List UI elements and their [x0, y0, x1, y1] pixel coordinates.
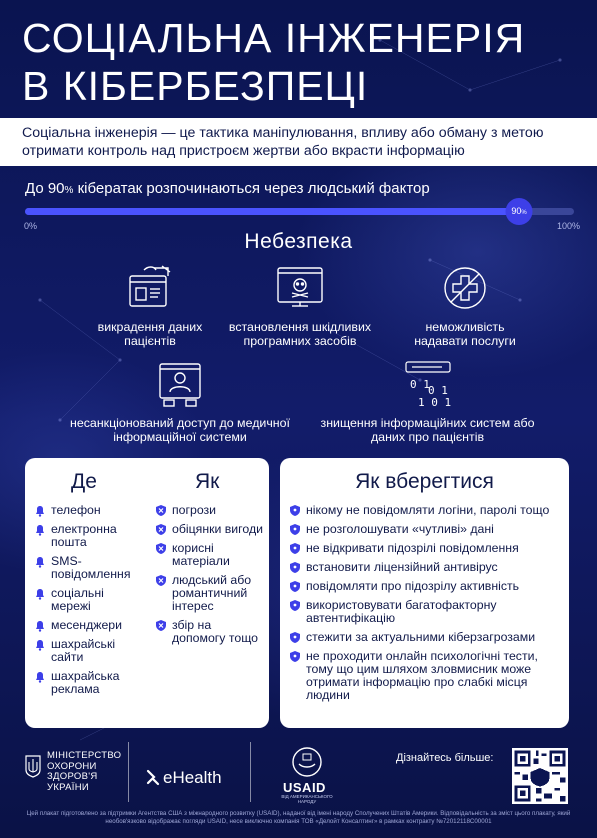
danger-title: Небезпека [244, 230, 353, 253]
list-item: SMS-повідомлення [34, 555, 139, 581]
list-item: обіцянки вигоди [155, 523, 265, 536]
where-how-card [25, 458, 269, 728]
stat-unit: % [64, 185, 74, 196]
danger-item-stolen-data [95, 262, 205, 348]
list-item: стежити за актуальними кіберзагрозами [289, 631, 561, 644]
bell-icon [34, 670, 46, 683]
intro-banner [0, 118, 597, 166]
shield-icon [289, 580, 301, 593]
danger-item-data-destruction [320, 358, 535, 444]
danger-item-no-service [400, 262, 530, 348]
protect-title: Як вберегтися [355, 470, 494, 493]
list-item: не відкривати підозрілі повідомлення [289, 542, 561, 555]
ehealth-logo-text: eHealth [163, 768, 222, 787]
bell-icon [34, 523, 46, 536]
danger-label-3: неможливість надавати послуги [414, 320, 516, 348]
progress-fill [25, 206, 522, 216]
list-item: людський або романтичний інтерес [155, 574, 265, 613]
shield-icon [289, 561, 301, 574]
x-shield-icon [155, 574, 167, 587]
list-item: електронна пошта [34, 523, 139, 549]
list-item: шахрайські сайти [34, 638, 139, 664]
knob-unit: % [521, 210, 527, 216]
protect-list [289, 504, 561, 708]
svg-text:0 1: 0 1 [427, 384, 448, 397]
progress-min-label: 0% [24, 221, 38, 231]
shield-icon [289, 599, 301, 612]
list-item: використовувати багатофакторну автентифікацію [289, 599, 561, 625]
x-shield-icon [155, 504, 167, 517]
title-line-2: В КІБЕРБЕЗПЕЦІ [22, 63, 369, 109]
unauthorized-access-icon [154, 358, 206, 410]
shield-icon [289, 504, 301, 517]
where-list [34, 504, 139, 702]
no-medical-service-icon [439, 262, 491, 314]
data-destruction-icon [402, 358, 454, 410]
x-shield-icon [155, 542, 167, 555]
list-item: збір на допомогу тощо [155, 619, 265, 645]
ehealth-logo-icon [146, 769, 160, 787]
coat-of-arms-icon [25, 754, 41, 778]
danger-item-malware [215, 262, 385, 348]
shield-icon [289, 542, 301, 555]
learn-more-text: Дізнайтесь більше: [396, 752, 494, 764]
x-shield-icon [155, 619, 167, 632]
list-item: погрози [155, 504, 265, 517]
list-item: не розголошувати «чутливі» дані [289, 523, 561, 536]
footer-divider [250, 742, 251, 802]
stat-value: 90 [47, 180, 65, 197]
danger-label-1: викрадення даних пацієнтів [97, 320, 203, 348]
usaid-logo-text: USAID [283, 780, 326, 795]
list-item: телефон [34, 504, 139, 517]
stat-suffix: кібератак розпочинаються через людський фактор [77, 180, 430, 197]
stat-text [25, 180, 430, 197]
stolen-data-icon [124, 262, 176, 314]
list-item: повідомляти про підозрілу активність [289, 580, 561, 593]
usaid-subtext: ВІД АМЕРИКАНСЬКОГО НАРОДУ [281, 794, 333, 804]
malware-icon [274, 262, 326, 314]
list-item: месенджери [34, 619, 139, 632]
page-title [22, 14, 525, 110]
intro-text: Соціальна інженерія — це тактика маніпулювання, впливу або обману з метою отримати контроль над пристроєм жертви або вкрасти інформацію [22, 125, 544, 159]
danger-item-unauthorized-access [60, 358, 300, 444]
list-item: нікому не повідомляти логіни, паролі тощо [289, 504, 561, 517]
svg-text:0 1: 0 1 [409, 378, 430, 391]
protect-card [280, 458, 569, 728]
progress-knob [506, 198, 533, 225]
ministry-logo-text: МІНІСТЕРСТВО ОХОРОНИ ЗДОРОВ'Я УКРАЇНИ [47, 750, 122, 793]
bell-icon [34, 555, 46, 568]
how-title: Як [195, 470, 220, 493]
where-title: Де [71, 470, 97, 493]
list-item: шахрайська реклама [34, 670, 139, 696]
danger-label-2: встановлення шкідливих програмних засобів [228, 320, 372, 348]
bell-icon [34, 587, 46, 600]
progress-max-label: 100% [556, 221, 580, 231]
x-shield-icon [155, 523, 167, 536]
bell-icon [34, 619, 46, 632]
knob-value: 90 [511, 206, 522, 216]
list-item: соціальні мережі [34, 587, 139, 613]
bell-icon [34, 504, 46, 517]
svg-text:1 0 1: 1 0 1 [417, 396, 451, 409]
stat-prefix: До [25, 180, 44, 197]
list-item: не проходити онлайн психологічні тести, тому що цим шляхом зловмисник може отримати інформацію про слабкі місця людини [289, 650, 561, 702]
bell-icon [34, 638, 46, 651]
progress-bar [25, 208, 574, 215]
disclaimer-text: Цей плакат підготовлено за підтримки Агентства США з міжнародного розвитку (USAID), наданої від імені народу Сполучених Штатів Америки. Відповідальність за зміст цього плакату, який необов'язково відображає погляди USAID, несе виключно компанія ТОВ «Делойт Консалтинг» в рамках контракту №72012118C00001 [26, 810, 571, 825]
usaid-seal-icon [290, 746, 324, 778]
qr-code-icon[interactable] [512, 748, 568, 804]
danger-label-4: несанкціонований доступ до медичної інформаційної системи [70, 416, 290, 444]
list-item: корисні матеріали [155, 542, 265, 568]
list-item: встановити ліцензійний антивірус [289, 561, 561, 574]
danger-label-5: знищення інформаційних систем або даних про пацієнтів [320, 416, 535, 444]
title-line-1: СОЦІАЛЬНА ІНЖЕНЕРІЯ [22, 15, 526, 61]
how-list [155, 504, 265, 651]
shield-icon [289, 523, 301, 536]
footer-divider [128, 742, 129, 802]
shield-icon [289, 631, 301, 644]
shield-icon [289, 650, 301, 663]
